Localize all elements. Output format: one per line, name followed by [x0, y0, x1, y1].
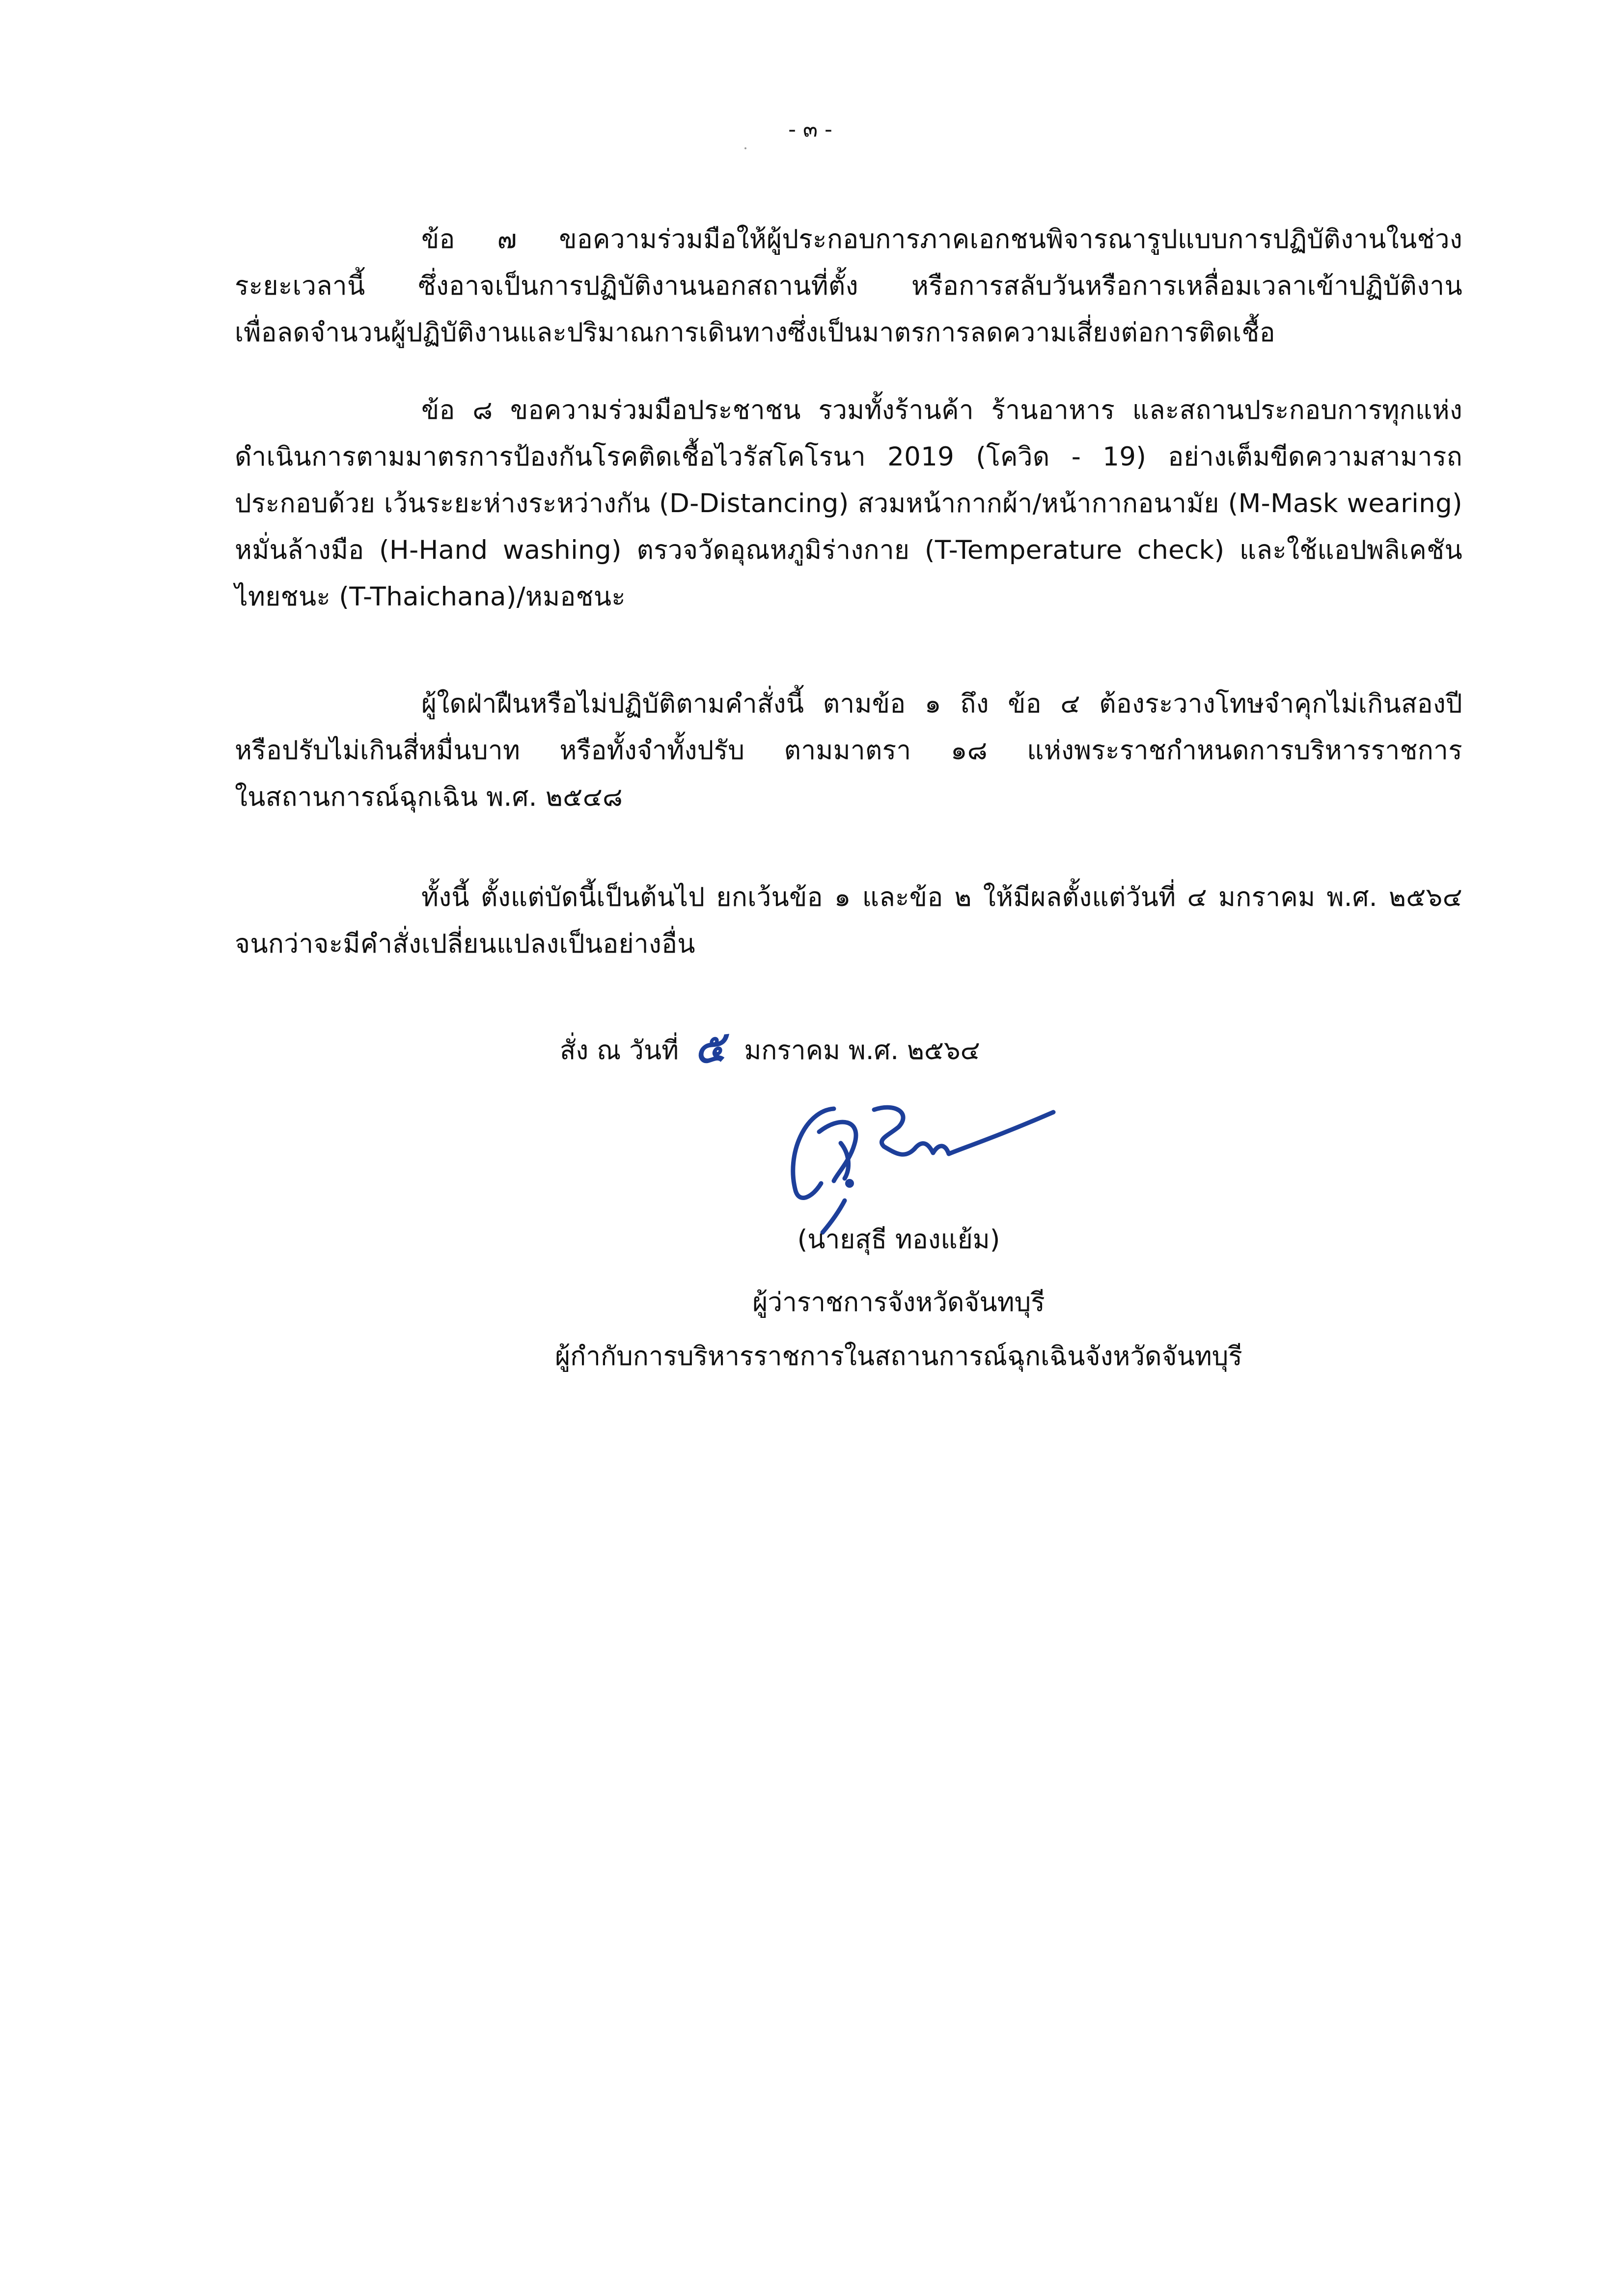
paragraph-line: ประกอบด้วย เว้นระยะห่างระหว่างกัน (D-Distancing) สวมหน้ากากผ้า/หน้ากากอนามัย (M-Mask wearing)	[235, 489, 1462, 519]
paragraph-line: หรือปรับไม่เกินสี่หมื่นบาท หรือทั้งจำทั้งปรับ ตามมาตรา ๑๘ แห่งพระราชกำหนดการบริหารราชการ	[235, 736, 1462, 765]
signatory-role: ผู้กำกับการบริหารราชการในสถานการณ์ฉุกเฉินจังหวัดจันทบุรี	[555, 1341, 1242, 1371]
paragraph-line: จนกว่าจะมีคำสั่งเปลี่ยนแปลงเป็นอย่างอื่น	[235, 929, 695, 959]
penalty-paragraph	[235, 681, 1462, 820]
page-number: - ๓ -	[788, 117, 832, 142]
handwritten-day: ๕	[691, 1021, 728, 1074]
handwritten-signature	[776, 1080, 1080, 1242]
paragraph-line: ในสถานการณ์ฉุกเฉิน พ.ศ. ๒๕๔๘	[235, 782, 623, 812]
order-date	[560, 1011, 1149, 1077]
clause-8-paragraph	[235, 387, 1462, 620]
effective-date-paragraph	[235, 874, 1462, 967]
paragraph-line: ข้อ ๘ ขอความร่วมมือประชาชน รวมทั้งร้านค้า ร้านอาหาร และสถานประกอบการทุกแห่ง	[421, 395, 1462, 425]
paragraph-line: ไทยชนะ (T-Thaichana)/หมอชนะ	[235, 582, 626, 612]
order-date-prefix: สั่ง ณ วันที่	[560, 1036, 679, 1066]
signatory-name: (นายสุธี ทองแย้ม)	[797, 1225, 1000, 1255]
paragraph-line: ผู้ใดฝ่าฝืนหรือไม่ปฏิบัติตามคำสั่งนี้ ตามข้อ ๑ ถึง ข้อ ๔ ต้องระวางโทษจำคุกไม่เกินสองปี	[421, 689, 1462, 719]
paragraph-line: เพื่อลดจำนวนผู้ปฏิบัติงานและปริมาณการเดินทางซึ่งเป็นมาตรการลดความเสี่ยงต่อการติดเชื้อ	[235, 318, 1275, 348]
paragraph-line: หมั่นล้างมือ (H-Hand washing) ตรวจวัดอุณหภูมิร่างกาย (T-Temperature check) และใช้แอปพลิเคชัน	[235, 535, 1462, 565]
scan-speck	[744, 147, 746, 149]
paragraph-line: ทั้งนี้ ตั้งแต่บัดนี้เป็นต้นไป ยกเว้นข้อ ๑ และข้อ ๒ ให้มีผลตั้งแต่วันที่ ๔ มกราคม พ.ศ. ๒๕๖๔	[421, 882, 1462, 912]
order-date-suffix: มกราคม พ.ศ. ๒๕๖๔	[744, 1036, 980, 1066]
paragraph-line: ดำเนินการตามมาตรการป้องกันโรคติดเชื้อไวรัสโคโรนา 2019 (โควิด - 19) อย่างเต็มขีดความสามารถ	[235, 442, 1462, 472]
signatory-title: ผู้ว่าราชการจังหวัดจันทบุรี	[752, 1287, 1045, 1317]
paragraph-line: ข้อ ๗ ขอความร่วมมือให้ผู้ประกอบการภาคเอกชนพิจารณารูปแบบการปฏิบัติงานในช่วง	[421, 224, 1462, 254]
paragraph-line: ระยะเวลานี้ ซึ่งอาจเป็นการปฏิบัติงานนอกสถานที่ตั้ง หรือการสลับวันหรือการเหลื่อมเวลาเข้าปฏิบัติงาน	[235, 271, 1462, 301]
clause-7-paragraph	[235, 216, 1462, 356]
